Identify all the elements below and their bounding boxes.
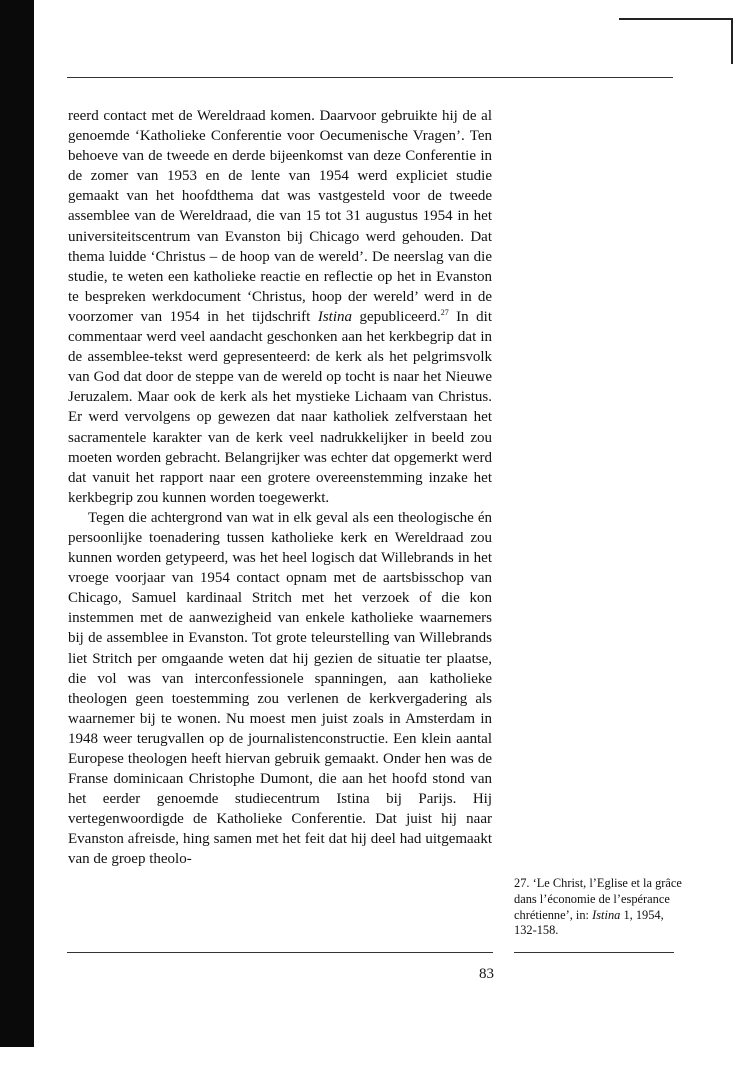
footnote-citation: 1, 1954, 132-158. [514,907,664,938]
footer-rule-main [67,952,493,953]
paragraph-1-text-b: gepubliceerd. [352,308,441,325]
paragraph-1-text-c: In dit commentaar werd veel aandacht geschonken aan het kerkbegrip dat in de assemblee-tekst werd gepresenteerd: de kerk als het pelgrimsvolk van God dat door de steppe van de wereld op tocht is naar het Nieuwe Jeruzalem. Maar ook de kerk als het mystieke Lichaam van Christus. Er werd vervolgens op gewezen dat naar katholiek zelfverstaan het sacramentele karakter van de kerk veel nadrukkelijker in beeld zou moeten worden gebracht. Belangrijker was echter dat opgemerkt werd dat vanuit het rapport naar een grotere overeenstemming inzake het kerkbegrip zou kunnen worden toegewerkt. [68,308,492,506]
footnote-ref-27: 27 [440,307,449,317]
header-rule [67,77,673,78]
crop-mark-vertical [731,18,733,64]
paragraph-2: Tegen die achtergrond van wat in elk geval als een theologische én persoonlijke toenadering tussen katholieke kerk en Wereldraad zou kunnen worden getypeerd, was het heel logisch dat Willebrands in het vroege voorjaar van 1954 contact opnam met de aartsbisschop van Chicago, Samuel kardinaal Stritch met het verzoek of die kon instemmen met de aanwezigheid van enkele katholieke waarnemers bij de assemblee in Evanston. Tot grote teleurstelling van Willebrands liet Stritch per omgaande weten dat hij gezien de situatie ter plaatse, die vol was van interconfessionele spanningen, aan katholieke theologen geen toestemming zou verlenen de kerkvergadering als waarnemer bij te wonen. Nu moest men juist zoals in Amsterdam in 1948 weer terugvallen op de journalistenconstructie. Een klein aantal Europese theologen heeft hiervan gebruik gemaakt. Onder hen was de Franse dominicaan Christophe Dumont, die aan het hoofd stond van het eerder genoemde studiecentrum Istina bij Parijs. Hij vertegenwoordigde de Katholieke Conferentie. Dat juist hij naar Evanston afreisde, hing samen met het feit dat hij deel had uitgemaakt van de groep theolo- [68,509,492,868]
paragraph-1-text-a: reerd contact met de Wereldraad komen. Daarvoor gebruikte hij de al genoemde ‘Katholieke Conferentie voor Oecumenische Vragen’. Ten behoeve van de tweede en derde bijeenkomst van deze Conferentie in de zomer van 1953 en de lente van 1954 werd expliciet studie gemaakt van het hoofdthema dat was vastgesteld voor de tweede assemblee van de Wereldraad, die van 15 tot 31 augustus 1954 in het universiteitscentrum van Evanston bij Chicago werd gehouden. Dat thema luidde ‘Christus – de hoop van de wereld’. De neerslag van die studie, te weten een katholieke reactie en reflectie op het in Evanston te bespreken werkdocument ‘Christus, hoop der wereld’ werd in de voorzomer van 1954 in het tijdschrift [68,108,492,325]
paragraph-1 [68,106,492,508]
footnote-27 [514,876,684,939]
footer-rule-margin [514,952,674,953]
footnote-text: 27. ‘Le Christ, l’Eglise et la grâce dans l’économie de l’espérance chrétienne’, in: [514,876,682,922]
crop-mark-horizontal [619,18,732,20]
scan-edge-bar [0,0,34,1047]
journal-title-istina: Istina [317,308,352,325]
page-number: 83 [479,966,494,982]
main-text-column [68,106,492,870]
footnote-journal: Istina [592,907,621,922]
